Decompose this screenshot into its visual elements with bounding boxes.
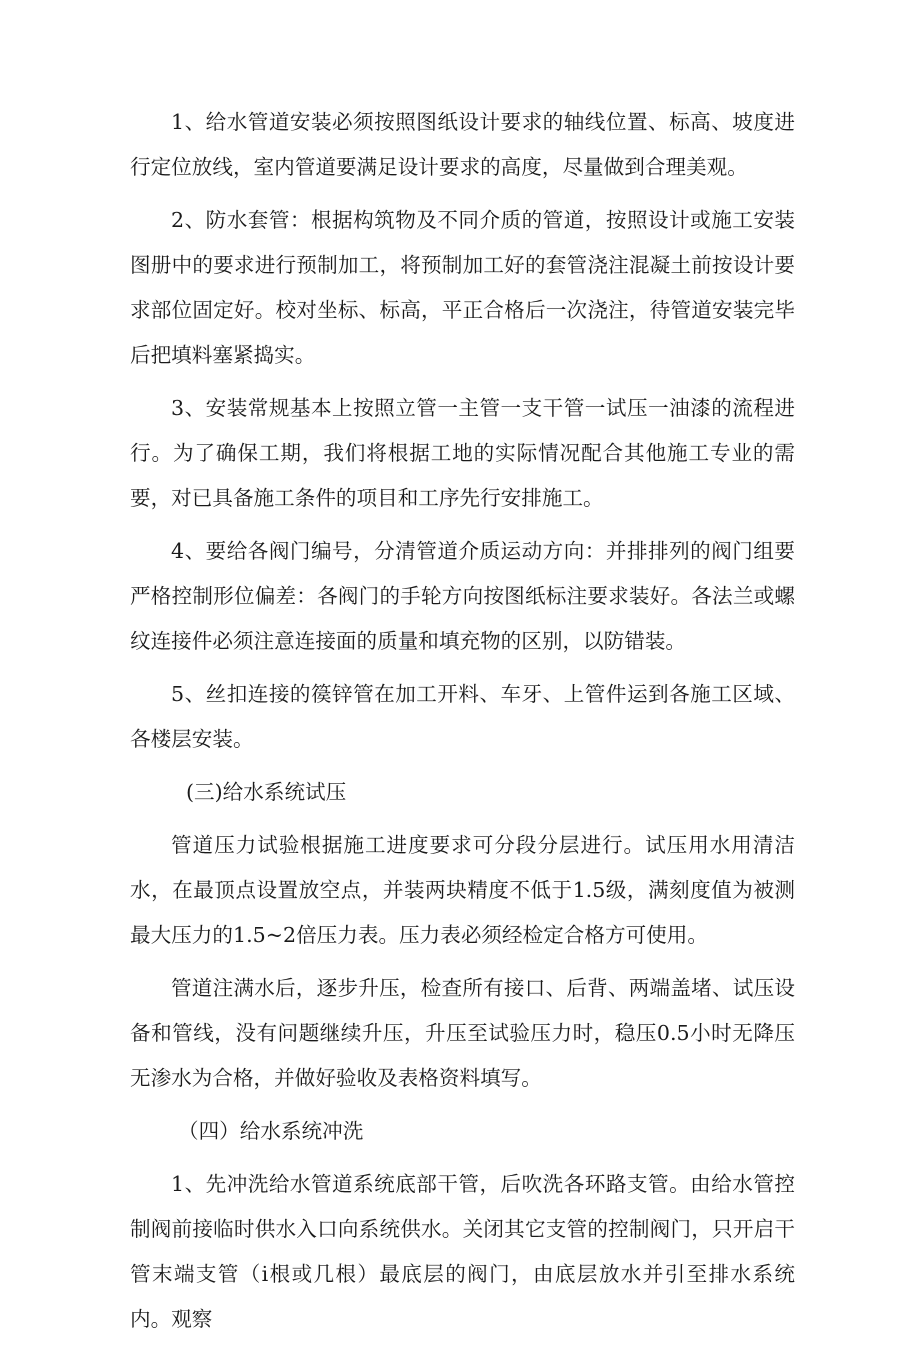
section-4-paragraph-1: 1、先冲洗给水管道系统底部干管，后吹洗各环路支管。由给水管控制阀前接临时供水入口向系统供水。关闭其它支管的控制阀门，只开启干管末端支管（i根或几根）最底层的阀门，由底层放水并引至排水系统内。观察 (130, 1172, 795, 1331)
paragraph-1: 1、给水管道安装必须按照图纸设计要求的轴线位置、标高、坡度进行定位放线，室内管道要满足设计要求的高度，尽量做到合理美观。 (130, 110, 795, 179)
paragraph-4: 4、要给各阀门编号，分清管道介质运动方向：并排排列的阀门组要严格控制形位偏差：各阀门的手轮方向按图纸标注要求装好。各法兰或螺纹连接件必须注意连接面的质量和填充物的区别，以防错装。 (130, 539, 795, 653)
section-heading-3: (三)给水系统试压 (186, 780, 347, 804)
document-body (130, 100, 795, 1350)
section-heading-4: （四）给水系统冲洗 (178, 1119, 364, 1143)
paragraph-3: 3、安装常规基本上按照立管一主管一支干管一试压一油漆的流程进行。为了确保工期，我们将根据工地的实际情况配合其他施工专业的需要，对已具备施工条件的项目和工序先行安排施工。 (130, 396, 795, 510)
section-3-paragraph-2: 管道注满水后，逐步升压，检查所有接口、后背、两端盖堵、试压设备和管线，没有问题继续升压，升压至试验压力时，稳压0.5小时无降压无渗水为合格，并做好验收及表格资料填写。 (130, 976, 795, 1090)
section-3-paragraph-1: 管道压力试验根据施工进度要求可分段分层进行。试压用水用清洁水，在最顶点设置放空点，并装两块精度不低于1.5级，满刻度值为被测最大压力的1.5~2倍压力表。压力表必须经检定合格方可使用。 (130, 833, 795, 947)
paragraph-2: 2、防水套管：根据构筑物及不同介质的管道，按照设计或施工安装图册中的要求进行预制加工，将预制加工好的套管浇注混凝土前按设计要求部位固定好。校对坐标、标高，平正合格后一次浇注，待管道安装完毕后把填料塞紧捣实。 (130, 208, 795, 367)
paragraph-5: 5、丝扣连接的篌锌管在加工开料、车牙、上管件运到各施工区域、各楼层安装。 (130, 682, 795, 751)
